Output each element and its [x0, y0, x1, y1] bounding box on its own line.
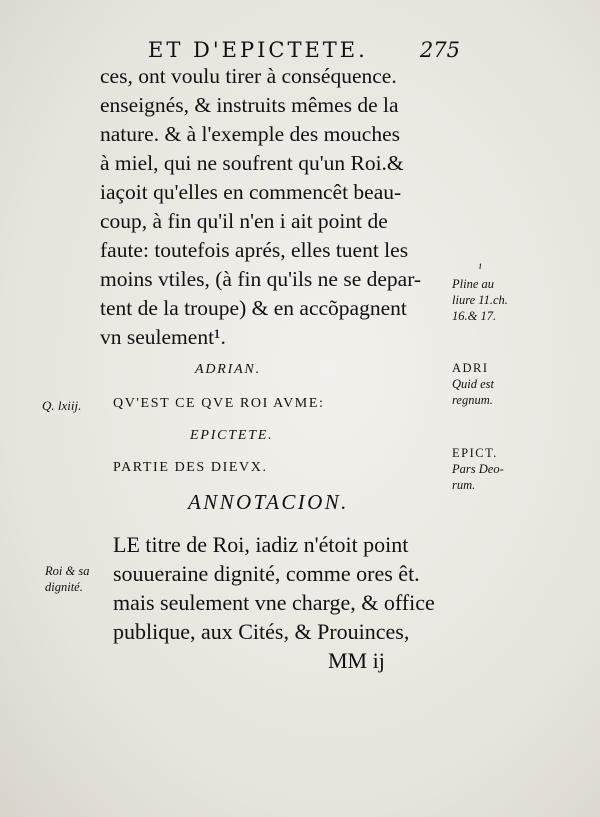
margin-note-adri: ADRI Quid est regnum. [452, 361, 495, 407]
page-header [130, 38, 460, 64]
text-line: coup, à fin qu'il n'en i ait point de [100, 209, 388, 233]
running-title: ET D'EPICTETE. [148, 38, 368, 62]
text-line: ces, ont voulu tirer à conséquence. [100, 64, 397, 88]
text-line: LE titre de Roi, iadiz n'étoit point [113, 532, 409, 557]
text-line: à miel, qui ne soufrent qu'un Roi.& [100, 151, 404, 175]
margin-note-epict: EPICT. Pars Deo- rum. [452, 446, 504, 492]
text-line: vn seulement¹. [100, 325, 226, 349]
text-line: mais seulement vne charge, & office [113, 590, 435, 615]
annotation-heading: ANNOTACION. [188, 490, 349, 514]
margin-note-roi: Roi & sa dignité. [45, 564, 90, 594]
dialogue-answer: PARTIE DES DIEVX. [113, 460, 268, 475]
text-line: tent de la troupe) & en accõpagnent [100, 296, 407, 320]
speaker-epictete: EPICTETE. [190, 428, 274, 443]
margin-note-pline: ¹ Pline au liure 11.ch. 16.& 17. [452, 261, 508, 323]
text-line: publique, aux Cités, & Prouinces, [113, 619, 410, 644]
text-line: moins vtiles, (à fin qu'ils ne se depar- [100, 267, 422, 291]
page-number: 275 [419, 38, 460, 62]
catchword: MM ij [328, 648, 385, 673]
margin-question-number: Q. lxiij. [42, 398, 82, 413]
speaker-adrian: ADRIAN. [195, 362, 261, 377]
text-line: souueraine dignité, comme ores êt. [113, 561, 420, 586]
main-text-block [100, 62, 445, 352]
text-line: iaçoit qu'elles en commencêt beau- [100, 180, 402, 204]
text-line: faute: toutefois aprés, elles tuent les [100, 238, 409, 262]
dialogue-question: QV'EST CE QVE ROI AVME: [113, 396, 325, 411]
annotation-text-block [113, 530, 458, 675]
text-line: enseignés, & instruits mêmes de la [100, 93, 399, 117]
text-line: nature. & à l'exemple des mouches [100, 122, 400, 146]
